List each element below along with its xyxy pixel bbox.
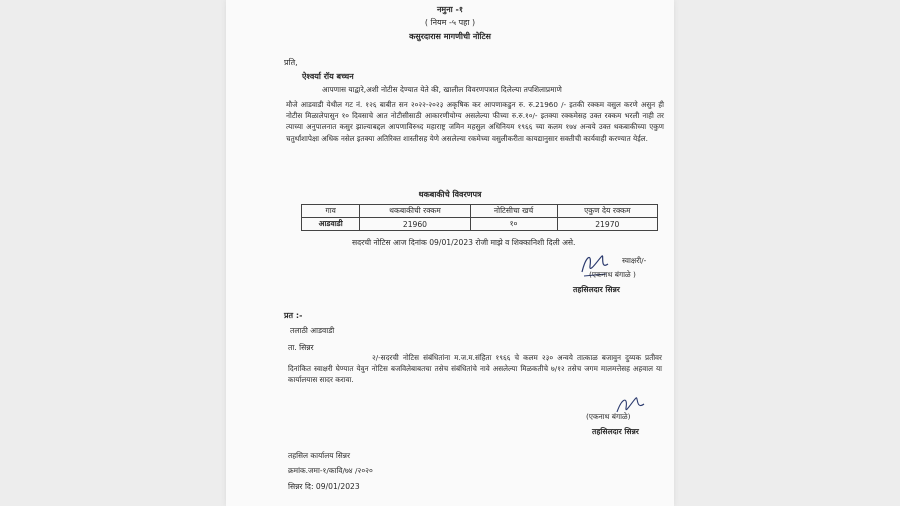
body-paragraph: मौजे आडवाडी येथील गट नं. १२६ बाबीत सन २०२२-२०२३ अकृषिक कर आपणाकडुन रु. रु.21960 /- इतकी रक्कम वसुल करणे असुन ही नोटीस मिळालेपासुन १० दिवसाचे आत नोटीसीसाठी आकारणीयोग्य असलेल्या फीच्या रु.रु.१०/- इतक्या रक्कमेसह उक्त रक्कम भरली नाही तर त्याच्या अनुपालनात कसुर झाल्याबद्दल आपणाविरुध्द महाराष्ट्र जमिन महसुल अधिनियम १९६६ च्या कलम १७४ अन्वये उक्त थकबाकीच्या एकुण चतुर्थांशापेक्षा अधिक नसेल इतक्या अतिरिक्त शास्तीसह येणे असलेल्या रकमेच्या वसुलीकरीता कायद्यानुसार सक्तीची कार्यवाही करण्यात येईल. — [286, 100, 664, 143]
signatory-name-2: (एकनाथ बंगाळे) — [586, 412, 631, 421]
form-number: नमुना -१ — [436, 5, 463, 14]
notice-title: कसुरदारास मागणीची नोटिस — [409, 32, 491, 41]
rule-reference: ( नियम -५ पहा ) — [424, 18, 476, 27]
body-intro: आपणास याद्वारे,अशी नोटीस देण्यात येते की, खालील विवरणपत्रात दिलेल्या तपशिलाप्रमाणे — [322, 85, 562, 94]
header-notice-cost: नोटिसीचा खर्च — [470, 205, 557, 218]
dues-table-caption: थकबाकीचे विवरणपत्र — [418, 190, 482, 199]
office-name: तहसिल कार्यालय सिन्नर — [288, 451, 350, 460]
signed-text: स्वाक्षरी/- — [622, 256, 647, 265]
dues-table — [301, 204, 658, 231]
issue-line: सदरची नोटिस आज दिनांक 09/01/2023 रोजी माझे व शिक्कानिशी दिली असे. — [352, 238, 576, 247]
signatory-designation: तहसिलदार सिन्नर — [573, 285, 620, 294]
cell-total-due: 21970 — [557, 218, 657, 231]
signatory-designation-2: तहसिलदार सिन्नर — [592, 427, 639, 436]
copy-to: तलाठी आडवाडी — [290, 326, 335, 335]
signatory-name: (एकनाथ बंगाळे ) — [589, 270, 636, 279]
header-village: गाव — [302, 205, 360, 218]
cell-village: आडवाडी — [302, 218, 360, 231]
cell-notice-cost: १० — [470, 218, 557, 231]
reference-number: क्रमांक.जमा-१/कावि/७४ /२०२० — [288, 466, 373, 475]
notice-page — [226, 0, 674, 506]
copy-label: प्रत :- — [284, 311, 303, 320]
dues-table-header-row — [302, 205, 658, 218]
copy-taluka: ता. सिन्नर — [288, 343, 314, 352]
recipient-name: ऐश्वर्या रॉय बच्चन — [302, 72, 354, 81]
footer-date: सिन्नर दि: 09/01/2023 — [288, 482, 360, 491]
header-arrears: थकबाकीची रक्कम — [360, 205, 470, 218]
copy-paragraph: २/-सदरची नोटिस संबंधितांना म.ज.म.संहिता १९६६ चे कलम २३० अन्वये तात्काळ बजावुन दुय्यक प्रतीवर दिनांकित स्वाक्षरी घेण्यात येवुन नोटिस बजविलेबाबतचा तसेच संबंधितांचे नावे असलेल्या मिळकतीचे ७/१२ तसेच जगम मालमत्तेसह अहवाल या कार्यालयास सादर करावा. — [288, 353, 662, 385]
to-label: प्रति, — [284, 58, 298, 67]
cell-arrears: 21960 — [360, 218, 470, 231]
header-total-due: एकुण देय रक्कम — [557, 205, 657, 218]
table-row — [302, 218, 658, 231]
